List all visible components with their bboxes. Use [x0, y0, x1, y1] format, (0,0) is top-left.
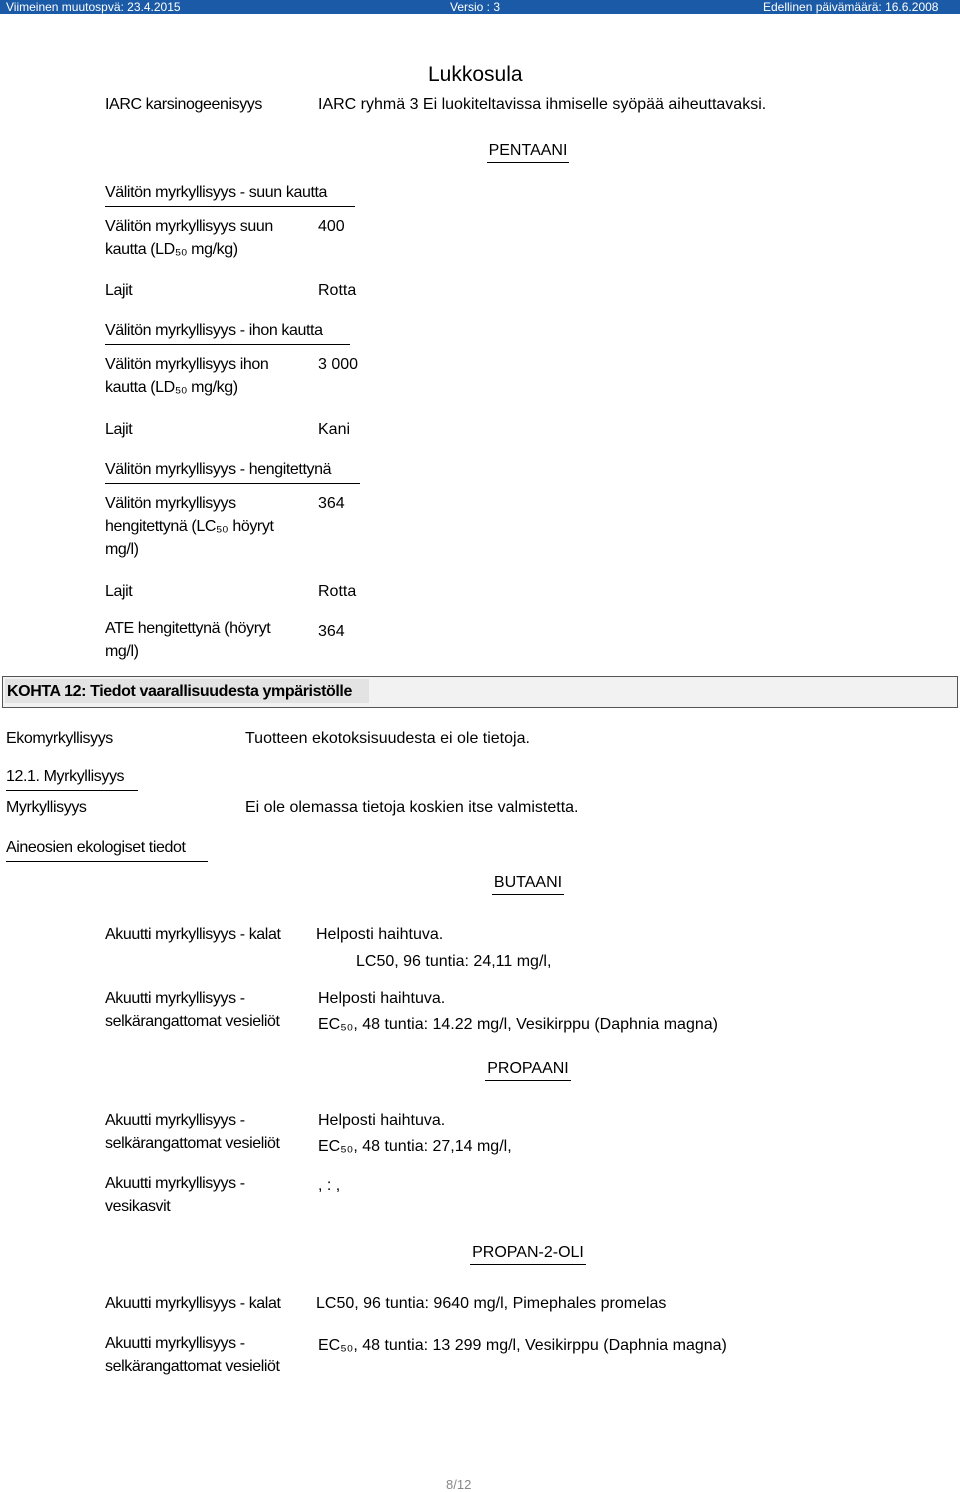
- section-12-title: KOHTA 12: Tiedot vaarallisuudesta ympäristölle: [7, 683, 352, 700]
- inhalation-label-1: Välitön myrkyllisyys: [105, 495, 236, 512]
- propaani-title: PROPAANI: [481, 1059, 575, 1079]
- butaani-inv-line-2: EC₅₀, 48 tuntia: 14.22 mg/l, Vesikirppu (Daphnia magna): [318, 1016, 718, 1033]
- inhalation-label-2: hengitettynä (LC₅₀ höyryt: [105, 518, 274, 535]
- ate-label-1: ATE hengitettynä (höyryt: [105, 620, 271, 637]
- propaani-inv-line-2: EC₅₀, 48 tuntia: 27,14 mg/l,: [318, 1138, 512, 1155]
- butaani-fish-label: Akuutti myrkyllisyys - kalat: [105, 926, 281, 943]
- butaani-fish-line-2: LC50, 96 tuntia: 24,11 mg/l,: [356, 953, 552, 970]
- header-bar: [0, 0, 960, 14]
- inhalation-label-3: mg/l): [105, 541, 139, 558]
- revision-date: Viimeinen muutospvä: 23.4.2015: [6, 0, 181, 14]
- butaani-fish-line-1: Helposti haihtuva.: [316, 926, 444, 943]
- dermal-species-label: Lajit: [105, 421, 133, 438]
- propanol-fish-value: LC50, 96 tuntia: 9640 mg/l, Pimephales promelas: [316, 1295, 667, 1312]
- eco-value: Tuotteen ekotoksisuudesta ei ole tietoja.: [245, 730, 530, 747]
- eco-label: Ekomyrkyllisyys: [6, 730, 113, 747]
- dermal-label-2: kautta (LD₅₀ mg/kg): [105, 379, 238, 396]
- dermal-species: Kani: [318, 421, 351, 438]
- propanol-title: PROPAN-2-OLI: [466, 1243, 590, 1263]
- oral-species-label: Lajit: [105, 282, 133, 299]
- propaani-inv-label-1: Akuutti myrkyllisyys -: [105, 1112, 245, 1129]
- subsection-12-1: 12.1. Myrkyllisyys: [6, 767, 138, 791]
- inhalation-species-label: Lajit: [105, 583, 133, 600]
- propaani-plant-label-2: vesikasvit: [105, 1198, 171, 1215]
- toxicity-value: Ei ole olemassa tietoja koskien itse valmistetta.: [245, 799, 579, 816]
- ate-value: 364: [318, 623, 345, 640]
- butaani-title: BUTAANI: [489, 873, 567, 893]
- previous-date: Edellinen päivämäärä: 16.6.2008: [763, 0, 939, 14]
- oral-label-1: Välitön myrkyllisyys suun: [105, 218, 273, 235]
- iarc-label: IARC karsinogeenisyys: [105, 96, 262, 113]
- page-number: 8/12: [446, 1477, 472, 1492]
- ate-label-2: mg/l): [105, 643, 139, 660]
- propaani-inv-line-1: Helposti haihtuva.: [318, 1112, 446, 1129]
- inhalation-heading: Välitön myrkyllisyys - hengitettynä: [105, 460, 360, 484]
- toxicity-label: Myrkyllisyys: [6, 799, 87, 816]
- product-name: Lukkosula: [428, 63, 523, 86]
- propanol-inv-value: EC₅₀, 48 tuntia: 13 299 mg/l, Vesikirppu (Daphnia magna): [318, 1337, 727, 1354]
- oral-label-2: kautta (LD₅₀ mg/kg): [105, 241, 238, 258]
- butaani-inv-label-2: selkärangattomat vesieliöt: [105, 1013, 280, 1030]
- propaani-inv-label-2: selkärangattomat vesieliöt: [105, 1135, 280, 1152]
- oral-species: Rotta: [318, 282, 357, 299]
- dermal-heading: Välitön myrkyllisyys - ihon kautta: [105, 321, 350, 345]
- propanol-fish-label: Akuutti myrkyllisyys - kalat: [105, 1295, 281, 1312]
- inhalation-value: 364: [318, 495, 345, 512]
- pentaani-title: PENTAANI: [480, 141, 576, 161]
- propanol-inv-label-2: selkärangattomat vesieliöt: [105, 1358, 280, 1375]
- dermal-label-1: Välitön myrkyllisyys ihon: [105, 356, 269, 373]
- propaani-plant-value: , : ,: [318, 1177, 341, 1194]
- oral-heading: Välitön myrkyllisyys - suun kautta: [105, 183, 355, 207]
- ingredients-heading: Aineosien ekologiset tiedot: [6, 838, 208, 862]
- iarc-value: IARC ryhmä 3 Ei luokiteltavissa ihmiselle syöpää aiheuttavaksi.: [318, 96, 767, 113]
- butaani-inv-label-1: Akuutti myrkyllisyys -: [105, 990, 245, 1007]
- version: Versio : 3: [450, 0, 501, 14]
- oral-value: 400: [318, 218, 345, 235]
- propaani-plant-label-1: Akuutti myrkyllisyys -: [105, 1175, 245, 1192]
- inhalation-species: Rotta: [318, 583, 357, 600]
- dermal-value: 3 000: [318, 356, 359, 373]
- propanol-inv-label-1: Akuutti myrkyllisyys -: [105, 1335, 245, 1352]
- section-12-bar: [2, 676, 958, 708]
- butaani-inv-line-1: Helposti haihtuva.: [318, 990, 446, 1007]
